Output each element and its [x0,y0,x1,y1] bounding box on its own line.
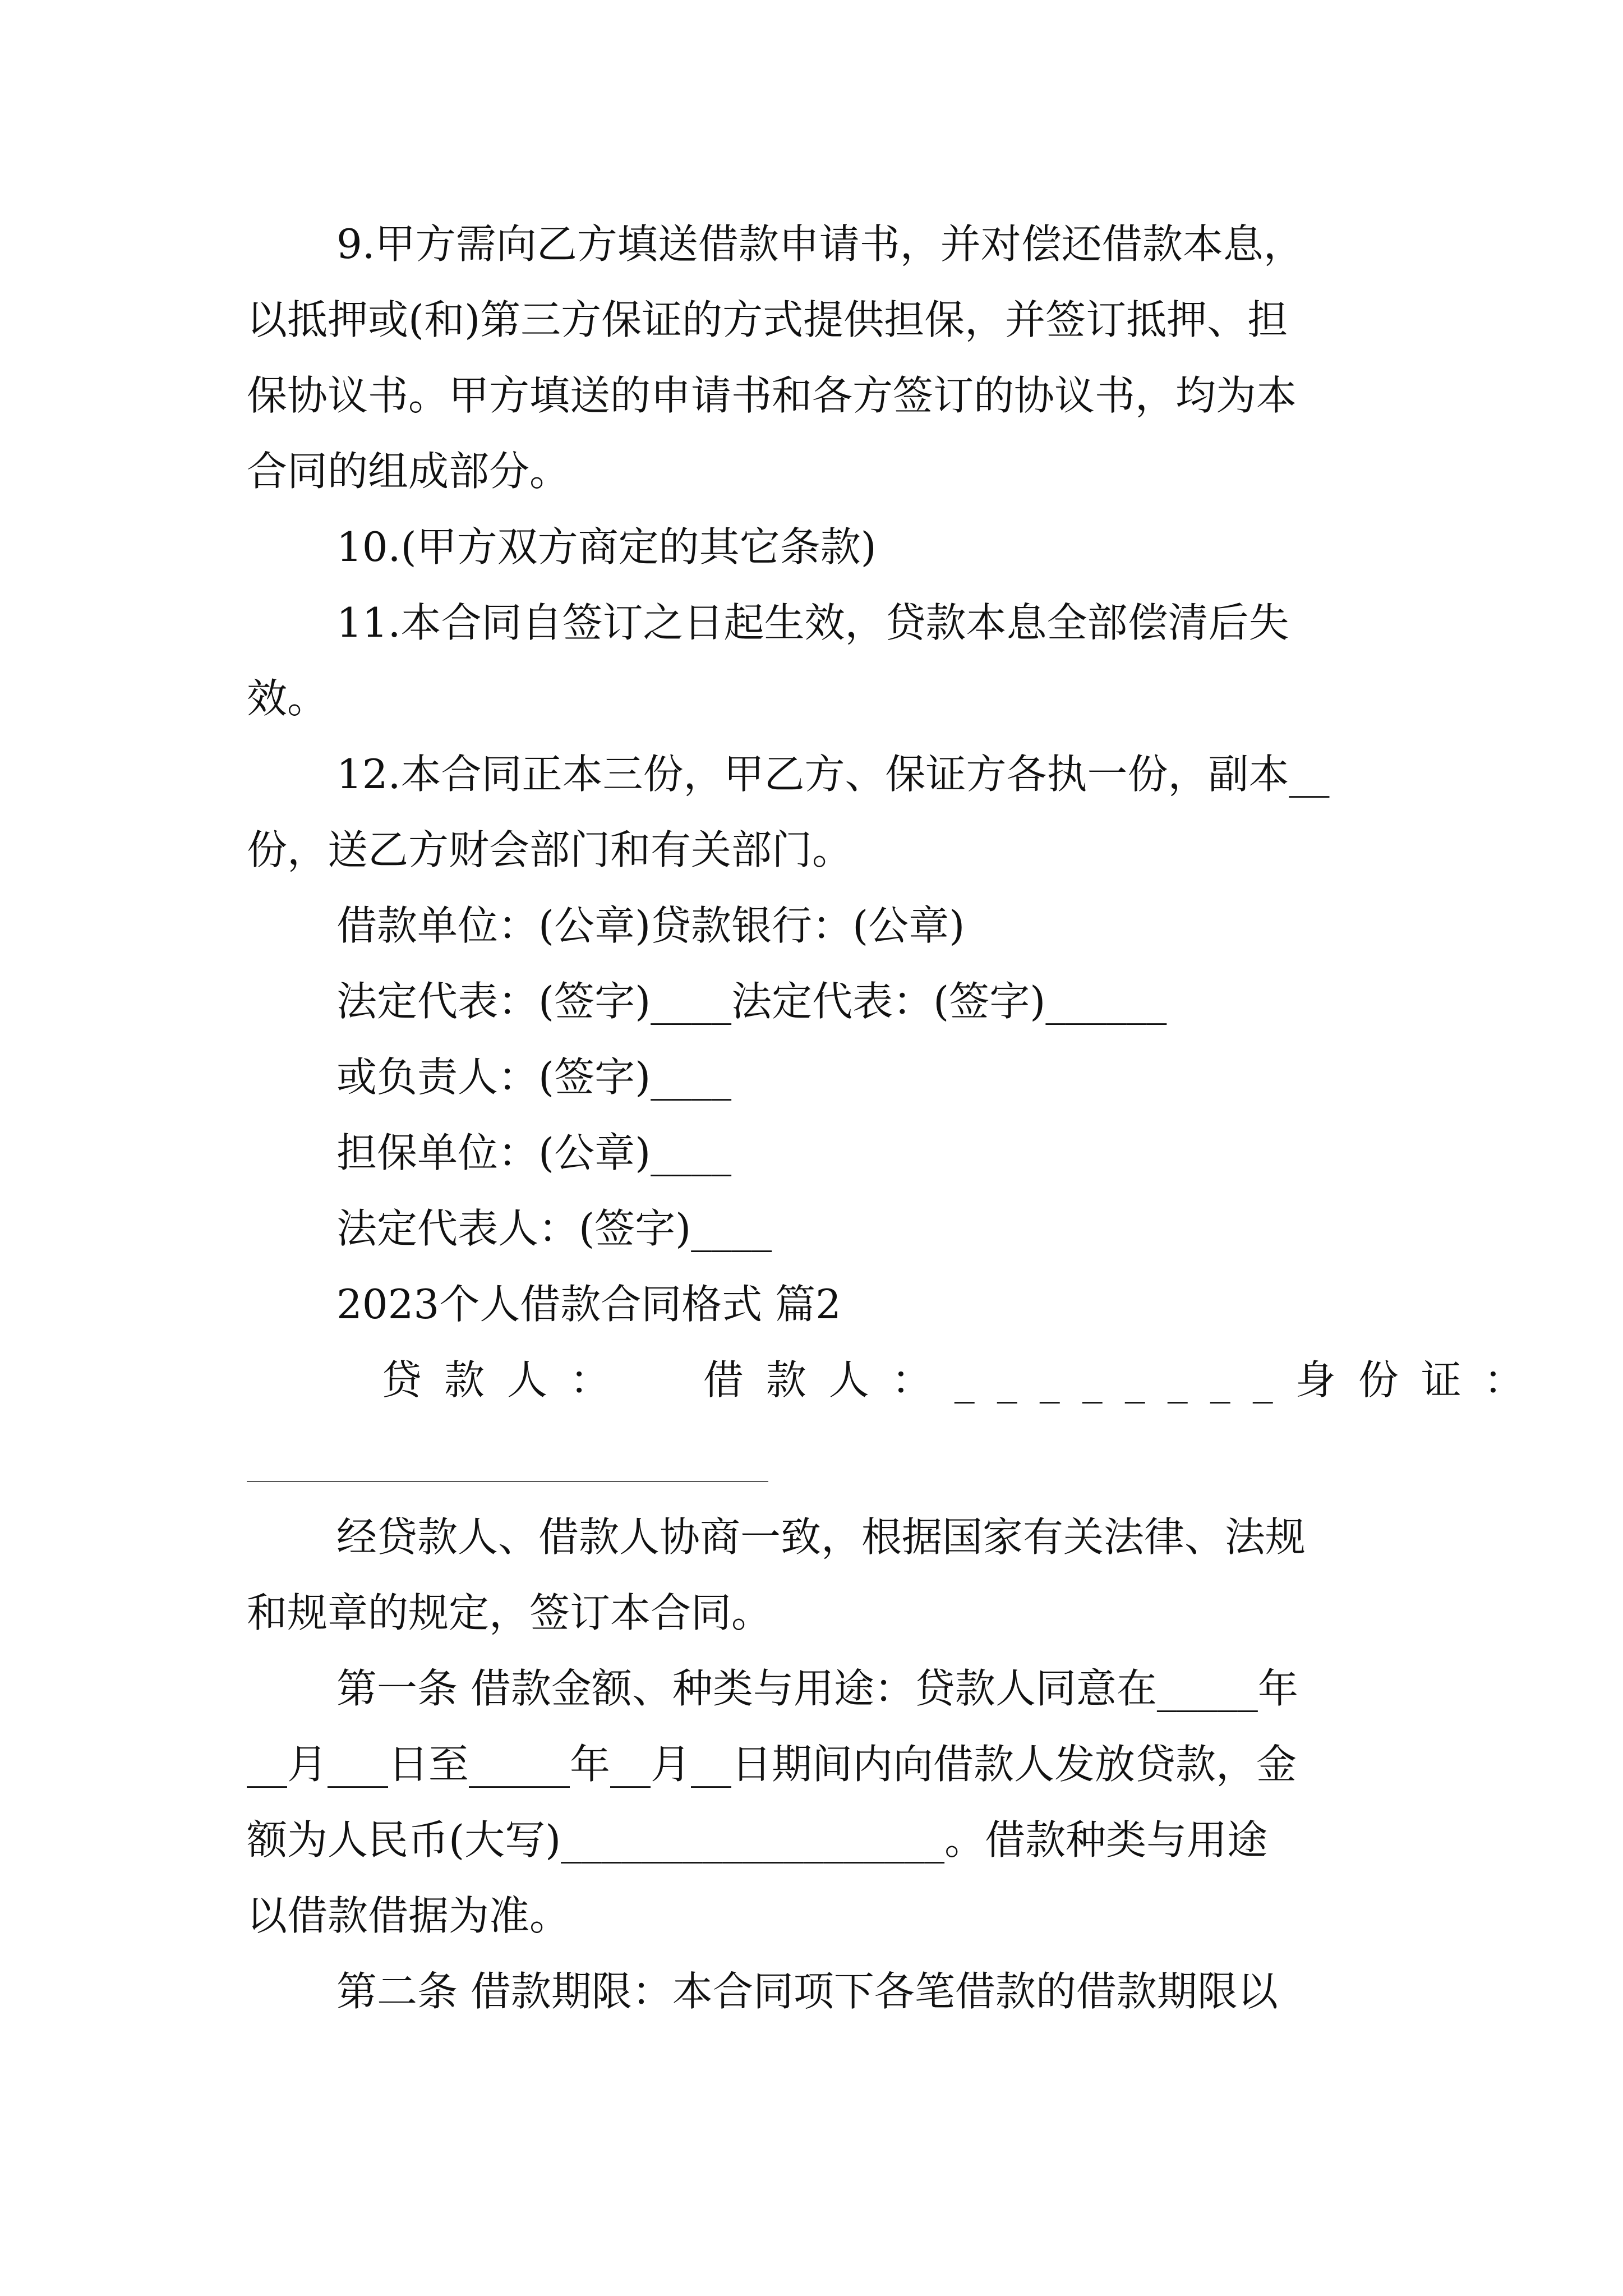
paragraph-line: 9.甲方需向乙方填送借款申请书，并对偿还借款本息， [336,220,1304,268]
paragraph-line: 效。 [247,675,328,722]
paragraph-line: 12.本合同正本三份，甲乙方、保证方各执一份，副本__ [336,751,1330,798]
paragraph-line: 保协议书。甲方填送的申请书和各方签订的协议书，均为本 [247,372,1297,419]
paragraph-line: 额为人民币(大写)___________________。借款种类与用途 [247,1816,1268,1864]
paragraph-line: 和规章的规定，签订本合同。 [247,1589,772,1636]
paragraph-line: 以抵押或(和)第三方保证的方式提供担保，并签订抵押、担 [247,296,1288,343]
signature-line: 法定代表人：(签字)____ [336,1205,772,1252]
paragraph-line: 以借款借据为准。 [247,1892,570,1939]
paragraph-line: 10.(甲方双方商定的其它条款) [336,523,877,570]
paragraph-line: __月___日至_____年__月__日期间内向借款人发放贷款，金 [247,1741,1297,1788]
paragraph-line: 第一条 借款金额、种类与用途：贷款人同意在_____年 [336,1665,1298,1712]
paragraph-line: 合同的组成部分。 [247,448,570,495]
paragraph-line: 第二条 借款期限：本合同项下各笔借款的借款期限以 [336,1968,1278,2015]
paragraph-line: 份，送乙方财会部门和有关部门。 [247,826,853,873]
signature-line: 担保单位：(公章)____ [336,1129,732,1176]
signature-line: 或负责人：(签字)____ [336,1053,732,1101]
signature-line: 借款单位：(公章)贷款银行：(公章) [336,902,965,949]
paragraph-line: 经贷款人、借款人协商一致，根据国家有关法律、法规 [336,1513,1306,1561]
blank-underline [247,1481,768,1482]
paragraph-line: 11.本合同自签订之日起生效，贷款本息全部偿清后失 [336,599,1289,646]
signature-line: 法定代表：(签字)____法定代表：(签字)______ [336,978,1167,1025]
party-line: 贷款人： 借款人：________身份证： [381,1356,1547,1404]
section-heading: 2023个人借款合同格式 篇2 [336,1281,841,1328]
